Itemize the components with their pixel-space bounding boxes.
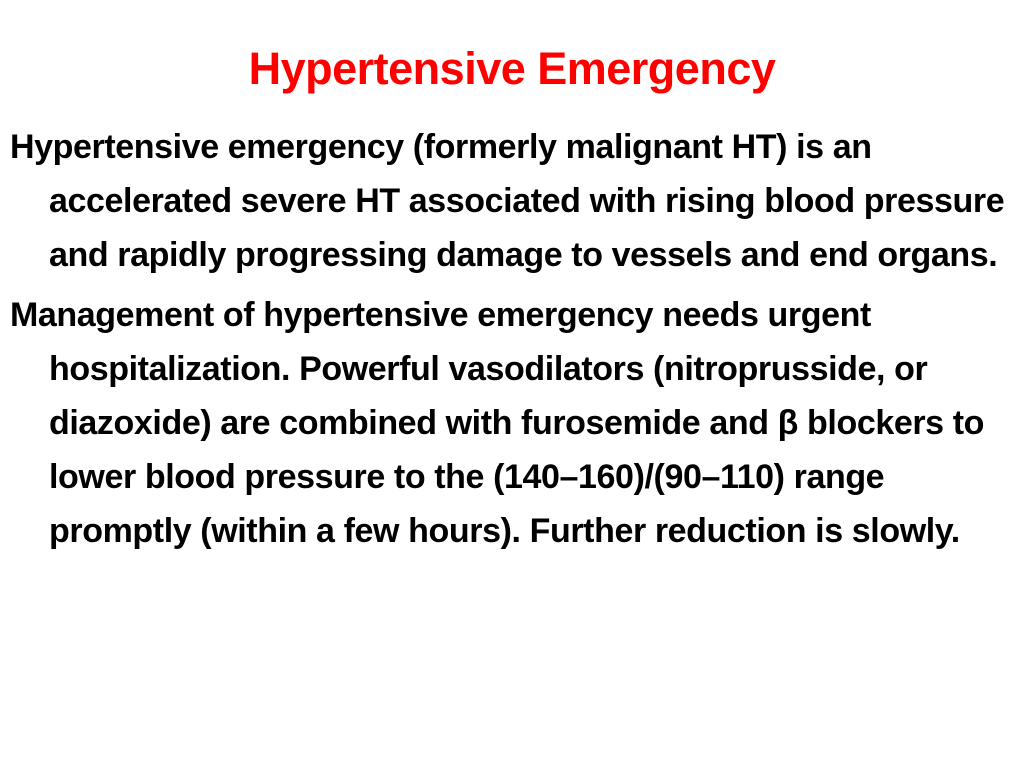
- paragraph-definition: Hypertensive emergency (formerly malignant HT) is an accelerated severe HT associated with rising blood pressure and rapidly progressing damage to vessels and end organs.: [10, 128, 1005, 274]
- slide-body: [10, 120, 1014, 564]
- slide-title: Hypertensive Emergency: [248, 43, 776, 94]
- paragraph-management: Management of hypertensive emergency needs urgent hospitalization. Powerful vasodilators (nitroprusside, or diazoxide) are combined with furosemide and β blockers to lower blood pressure to the (140–160)/(90–110) range promptly (within a few hours). Further reduction is slowly.: [10, 296, 985, 550]
